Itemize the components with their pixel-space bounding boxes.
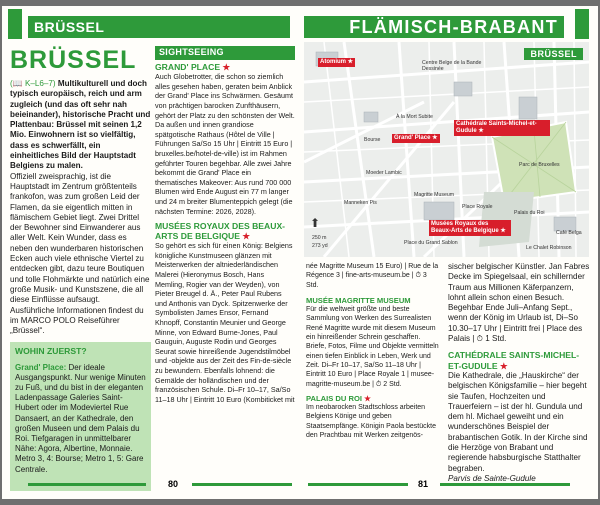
map-poi-musees: Musées Royaux des Beaux-Arts de Belgique ★	[429, 220, 511, 236]
intro-body: Offiziell zweisprachig, ist die Hauptstadt im Zentrum größtenteils frankofon, was zum großen Leid der Flamen, da sie eigentlich mitten in flämischem Gebiet liegt. Zwei Drittel der Bewohner sind Einwanderer aus aller Welt. Kein Wunder, dass es neben den wunderbaren historischen Ecken auch viele ethnische Viertel zu entdecken gibt, dazu teure Boutiquen und tolle Flohmärkte und natürlich eine große Musik- und Kunstszene, die all diese Einflüsse aufsaugt.	[10, 171, 150, 305]
grand-place-text: Auch Globetrotter, die schon so ziemlich alles gesehen haben, geraten beim Anblick der Grand' Place ins Schwärmen. Gesäumt von prächtigen barocken Zunfthäusern, gehört der Platz zu den schönsten der Welt. Da außen und innen grandiose spätgotische Rathaus (Hôtel de Ville | Führungen Sa/So 15 Uhr | Eintritt 15 Euro | bruxelles.be/hotel-de-ville) ist im Rahmen geführter Touren begehbar. Alle zwei Jahre bekommt die Grand' Place ein thematisches Makeover: Aus rund 700 000 Blumen wird Ende August ein 77 m langer und 24 m breiter Blumenteppich gelegt (die nächsten Termine: 2026, 2028).	[155, 72, 295, 216]
running-header-text: FLÄMISCH-BRABANT	[349, 17, 558, 37]
map-tag: BRÜSSEL	[524, 48, 583, 60]
page-number: 80	[168, 479, 179, 489]
palais-text-cont: sischer belgischer Künstler. Jan Fabres Decke im Spiegelsaal, ein schillernder Traum aus Millionen Käferpanzern, lohnt allein schon einen Besuch. Begehbar Ende Juli–Anfang Sept., wenn der König im Urlaub ist, Di–So 10.30–17 Uhr | Eintritt frei | Place des Palais | ⏱ 1 Std.	[448, 262, 590, 344]
cathedrale-address: Parvis de Sainte-Gudule	[448, 473, 536, 483]
tip-box-title: WOHIN ZUERST?	[15, 346, 87, 357]
tip-box	[10, 342, 151, 490]
star-icon: ★	[364, 393, 371, 403]
city-title: BRÜSSEL	[10, 46, 137, 74]
map-label-chalet: Le Chalet Robinson	[526, 245, 572, 251]
map-scale-m: 250 m	[312, 235, 327, 241]
map-label-centre-bd: Centre Belge de la Bande Dessinée	[422, 60, 482, 72]
grand-place-title: GRAND' PLACE	[155, 61, 221, 72]
magritte-text: Für die weltweit größte und beste Sammlung von Werken des Surrealisten René Magritte wurde mit diesem Museum ein hinreißender Schrein geschaffen. Briefe, Fotos, Filme und Objekte vermitteln einen tiefen Einblick in Leben, Werk und Zeit. Di–Fr 10–17, Sa/So 11–18 Uhr | Eintritt 10 Euro | Place Royale 1 | musee-magritte-museum.be | ⏱ 2 Std.	[306, 306, 439, 388]
cathedrale-text: Die Kathedrale, die „Hauskirche“ der belgischen Königsfamilie – hier begeht sie Taufen, Hochzeiten und Trauerfeiern – ist der hl. Gundula und dem hl. Michael geweiht und ein wunderschönes Beispiel der brabantischen Gotik. In der Kirche sind die Herzöge von Brabant und regierende habsburgische Statthalter begraben.	[448, 370, 588, 473]
tip-box-lead: Grand' Place:	[15, 362, 67, 372]
magritte-title: MUSÉE MAGRITTE MUSEUM	[306, 295, 411, 305]
running-header-left	[28, 16, 290, 38]
map-poi-atomium: Atomium ★	[320, 59, 354, 65]
page-bar	[440, 483, 570, 486]
section-tab	[575, 9, 589, 39]
running-header-right	[304, 16, 564, 38]
cathedrale-column	[448, 262, 591, 484]
beaux-arts-text: So gehört es sich für einen König: Belgiens königliche Kunstmuseen glänzen mit Meisterwerken der altniederländischen Malerei (Hieronymus Bosch, Hans Memling, Rogier van der Weyden), von Pieter Breugel d. Ä., Peter Paul Rubens und Anthonis van Dyck. Spitzenwerke der Symbolisten James Ensor, Fernand Khnopff, Constantin Meunier und George Minne, von Edward Burne-Jones, Paul Gauguin, Auguste Rodin und Georges Seurat sowie hinreißende Jugendstilmöbel und -objekte aus der Zeit des Fin-de-siècle zu bewundern. Ebenfalls lohnend: die Gemälde der holländischen und der französischen Schule. Di–Fr 10–17, Sa/So 11–18 Uhr | Eintritt 10 Euro (Kombiticket mit	[155, 241, 295, 404]
map-scale-yd: 273 yd	[312, 243, 328, 249]
intro-column	[10, 46, 151, 491]
map-label-palais: Palais du Roi	[514, 210, 545, 216]
star-icon: ★	[500, 360, 508, 371]
map-label-moeder-lambic: Moeder Lambic	[366, 170, 402, 176]
sightseeing-column	[155, 46, 295, 404]
map-poi-cathedrale: Cathédrale Saints-Michel-et-Gudule ★	[454, 120, 550, 136]
map-label-magritte: Magritte Museum	[414, 192, 455, 198]
map-reference: (📖 K–L6–7)	[10, 79, 56, 88]
map-poi-grand-place: Grand' Place ★	[394, 135, 438, 141]
intro-lead: Multikulturell und doch typisch europäisch, reich und arm zugleich (und das oft sehr nah beieinander), historische Pracht und Plattenbau: Brüssel mit seinen 1,2 Mio. Einwohnern ist so vielfältig, dass es schwerfällt, ein einheitliches Bild der Hauptstadt Belgiens zu malen.	[10, 79, 151, 171]
intro-end: Ausführliche Informationen findest du im MARCO POLO Reiseführer „Brüssel“.	[10, 305, 144, 336]
map-label-place-royale: Place Royale	[462, 204, 493, 210]
tip-box-text: Der ideale Ausgangspunkt. Nur wenige Minuten zu Fuß, und du bist in der eleganten Ladenpassage Galeries Saint-Hubert oder im Modeviertel Rue Dansaert, an der Kathedrale, den großen Museen und dem Palais du Roi. Tiefgaragen in unmittelbarer Nähe: Agora, Albertine, Monnaie. Metro 3, 4: Bourse; Metro 1, 5: Gare Centrale.	[15, 362, 146, 474]
palais-text: Im neobarocken Stadtschloss arbeiten Belgiens Könige und geben Staatsempfänge. Königin Paola bestückte den Prachtbau mit Werken zeitgenös-	[306, 404, 436, 440]
page-bar	[28, 483, 146, 486]
palais-title: PALAIS DU ROI	[306, 393, 362, 403]
map-label-mort-subite: À la Mort Subite	[396, 114, 433, 120]
map-label-cafe-belga: Café Belga	[556, 230, 582, 236]
beaux-arts-title: MUSÉES ROYAUX DES BEAUX-ARTS DE BELGIQUE	[155, 221, 286, 241]
page-bar	[192, 483, 292, 486]
star-icon: ★	[222, 61, 231, 72]
museums-column	[306, 262, 441, 440]
sightseeing-header: SIGHTSEEING	[155, 46, 295, 60]
star-icon: ★	[242, 230, 251, 241]
page-bar	[308, 483, 408, 486]
map-label-parc: Parc de Bruxelles	[519, 162, 560, 168]
section-tab	[8, 9, 22, 39]
right-page	[300, 6, 598, 499]
map-label-sablon: Place du Grand Sablon	[404, 240, 458, 246]
left-page	[2, 6, 300, 499]
north-arrow-icon: ⬆	[310, 216, 321, 230]
map-label-manneken: Manneken Pis	[344, 200, 377, 206]
map-label-bourse: Bourse	[364, 137, 381, 143]
cathedrale-title: CATHÉDRALE SAINTS-MICHEL-ET-GUDULE	[448, 350, 580, 371]
magritte-cont: née Magritte Museum 15 Euro) | Rue de la Régence 3 | fine-arts-museum.be | ⏱ 3 Std.	[306, 263, 439, 289]
city-map	[304, 42, 589, 257]
running-header-text: BRÜSSEL	[34, 19, 105, 35]
page-number: 81	[418, 479, 429, 489]
